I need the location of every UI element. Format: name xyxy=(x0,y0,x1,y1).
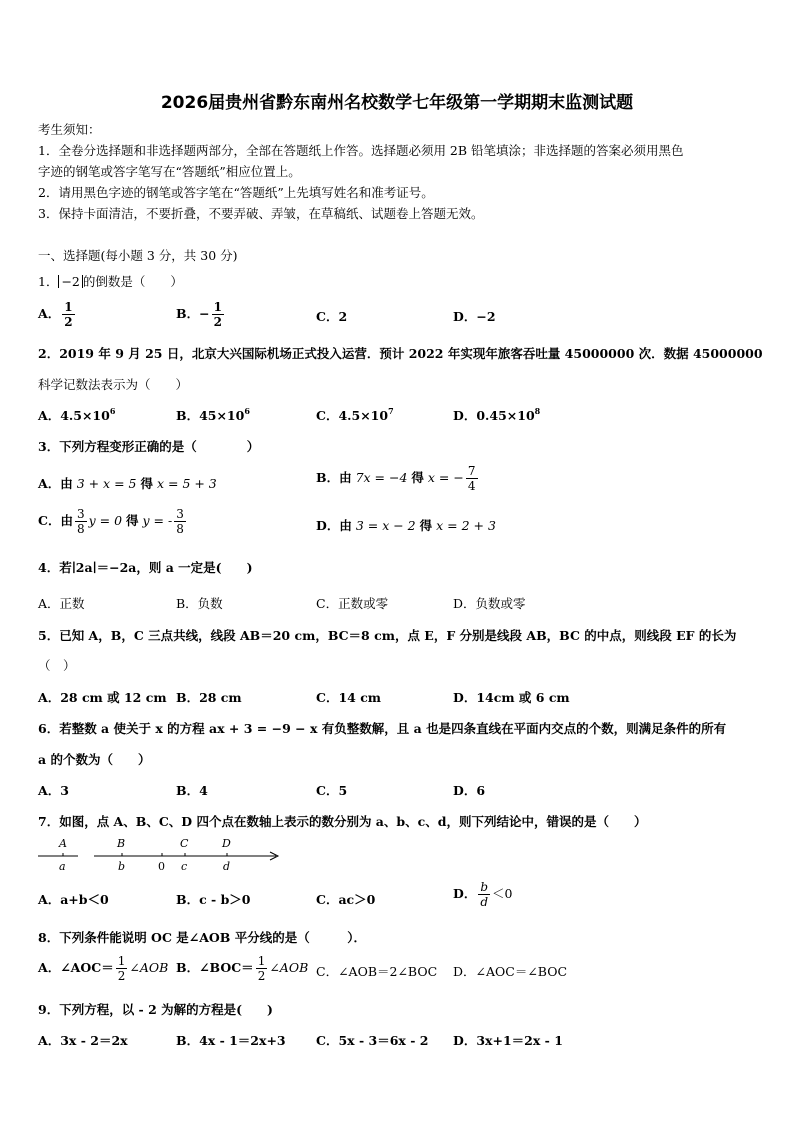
question-8-option-b[interactable]: B．∠BOC＝ $\frac{1}{2}$ ∠AOB xyxy=(176,954,309,983)
fraction: $\frac{1}{2}$ xyxy=(257,954,266,983)
notice-item: 1．全卷分选择题和非选择题两部分，全部在答题纸上作答。选择题必须用 2B 铅笔填涂；非选择题的答案必须用黑色 xyxy=(38,143,684,158)
question-4-option-d[interactable]: D．负数或零 xyxy=(453,596,526,611)
question-1-option-c[interactable]: C．2 xyxy=(316,309,348,324)
question-2-option-d[interactable]: D．$0.45\times 10^8$ xyxy=(453,406,541,423)
question-8-option-d[interactable]: D．∠AOC＝∠BOC xyxy=(453,964,568,979)
absolute-value: −2 xyxy=(58,275,82,288)
question-9-option-c[interactable]: C．5x - 3＝6x - 2 xyxy=(316,1033,429,1048)
question-5-option-a[interactable]: A．28 cm 或 12 cm xyxy=(38,690,167,705)
notice-item: 3．保持卡面清洁，不要折叠，不要弄破、弄皱，在草稿纸、试题卷上答题无效。 xyxy=(38,206,484,221)
page-title: 2026届贵州省黔东南州名校数学七年级第一学期期末监测试题 xyxy=(160,93,634,113)
point-label: B xyxy=(117,837,126,850)
question-2-stem: 2．2019 年 9 月 25 日，北京大兴国际机场正式投入运营．预计 2022 年实现年旅客吞吐量 45000000 次．数据 45000000 xyxy=(38,346,763,361)
question-3-stem: 3．下列方程变形正确的是（ ） xyxy=(38,439,260,454)
question-4-stem: 4．若∣2a∣＝−2a，则 a 一定是( ) xyxy=(38,560,253,575)
point-label: A xyxy=(59,837,67,850)
question-6-stem: 6．若整数 a 使关于 x 的方程 ax + 3 = −9 − x 有负整数解，且 a 也是四条直线在平面内交点的个数，则满足条件的所有 xyxy=(38,721,727,736)
fraction: $\frac{b}{d}$ xyxy=(480,880,489,909)
number-line-figure xyxy=(38,836,288,876)
question-3-option-c[interactable]: C．由 $\frac{3}{8}$ y = 0 得 y = - $\frac{3}{8}$ xyxy=(38,507,184,536)
fraction: $\frac{7}{4}$ xyxy=(467,464,476,493)
question-8-stem: 8．下列条件能说明 OC 是∠AOB 平分线的是（ ）． xyxy=(38,930,366,945)
question-9-option-b[interactable]: B．4x - 1＝2x+3 xyxy=(176,1033,286,1048)
question-9-option-d[interactable]: D．3x+1＝2x - 1 xyxy=(453,1033,563,1048)
notice-item: 2．请用黑色字迹的钢笔或答字笔在“答题纸”上先填写姓名和准考证号。 xyxy=(38,185,434,200)
question-4-option-b[interactable]: B．负数 xyxy=(176,596,223,611)
question-8-option-a[interactable]: A．∠AOC＝ $\frac{1}{2}$ ∠AOB xyxy=(38,954,169,983)
question-7-option-a[interactable]: A．a+b＜0 xyxy=(38,892,109,907)
question-6-option-c[interactable]: C．5 xyxy=(316,783,348,798)
question-2-option-a[interactable]: A．$4.5\times 10^6$ xyxy=(38,406,116,423)
question-4-option-c[interactable]: C．正数或零 xyxy=(316,596,389,611)
value-label: c xyxy=(181,860,188,873)
notice-item: 字迹的钢笔或答字笔写在“答题纸”相应位置上。 xyxy=(38,164,301,179)
question-1-stem: 1． −2 的倒数是（ ） xyxy=(38,274,183,289)
value-label: b xyxy=(118,860,126,873)
fraction: $\frac{1}{2}$ xyxy=(213,300,222,329)
value-label: a xyxy=(59,860,66,873)
question-1-option-b[interactable]: B．− $\frac{1}{2}$ xyxy=(176,300,222,329)
section-heading: 一、选择题(每小题 3 分，共 30 分) xyxy=(38,248,238,263)
notice-heading: 考生须知： xyxy=(38,122,101,137)
question-6-option-b[interactable]: B．4 xyxy=(176,783,208,798)
question-9-option-a[interactable]: A．3x - 2＝2x xyxy=(38,1033,128,1048)
question-6-option-a[interactable]: A．3 xyxy=(38,783,69,798)
question-1-option-a[interactable]: A． $\frac{1}{2}$ xyxy=(38,300,73,329)
question-5-option-b[interactable]: B．28 cm xyxy=(176,690,242,705)
question-7-option-d[interactable]: D． $\frac{b}{d}$ ＜0 xyxy=(453,880,513,909)
question-9-stem: 9．下列方程，以 - 2 为解的方程是( ) xyxy=(38,1002,273,1017)
fraction: $\frac{1}{2}$ xyxy=(64,300,73,329)
fraction: $\frac{1}{2}$ xyxy=(117,954,126,983)
question-2-stem-cont: 科学记数法表示为（ ） xyxy=(38,377,189,392)
fraction: $\frac{3}{8}$ xyxy=(76,507,85,536)
question-6-option-d[interactable]: D．6 xyxy=(453,783,486,798)
question-3-option-d[interactable]: D．由 3 = x − 2 得 x = 2 + 3 xyxy=(316,518,496,533)
question-5-stem-cont: （ ） xyxy=(38,658,76,673)
question-5-option-d[interactable]: D．14cm 或 6 cm xyxy=(453,690,570,705)
question-7-stem: 7．如图，点 A、B、C、D 四个点在数轴上表示的数分别为 a、b、c、d，则下列结论中，错误的是（ ） xyxy=(38,814,647,829)
question-5-stem: 5．已知 A，B，C 三点共线，线段 AB＝20 cm，BC＝8 cm，点 E，F 分别是线段 AB，BC 的中点，则线段 EF 的长为 xyxy=(38,628,737,643)
question-3-option-a[interactable]: A．由 3 + x = 5 得 x = 5 + 3 xyxy=(38,476,217,491)
value-label: 0 xyxy=(158,860,165,873)
question-4-option-a[interactable]: A．正数 xyxy=(38,596,85,611)
point-label: D xyxy=(222,837,231,850)
question-8-option-c[interactable]: C．∠AOB＝2∠BOC xyxy=(316,964,438,979)
value-label: d xyxy=(223,860,231,873)
question-1-option-d[interactable]: D．−2 xyxy=(453,309,496,324)
point-label: C xyxy=(180,837,189,850)
question-3-option-b[interactable]: B．由 7x = −4 得 x = − $\frac{7}{4}$ xyxy=(316,464,476,493)
question-2-option-c[interactable]: C．$4.5\times 10^7$ xyxy=(316,406,394,423)
question-2-option-b[interactable]: B．$45\times 10^6$ xyxy=(176,406,250,423)
fraction: $\frac{3}{8}$ xyxy=(176,507,184,536)
question-7-option-b[interactable]: B．c - b＞0 xyxy=(176,892,251,907)
question-7-option-c[interactable]: C．ac＞0 xyxy=(316,892,376,907)
question-6-stem-cont: a 的个数为（ ） xyxy=(38,752,151,767)
question-5-option-c[interactable]: C．14 cm xyxy=(316,690,382,705)
